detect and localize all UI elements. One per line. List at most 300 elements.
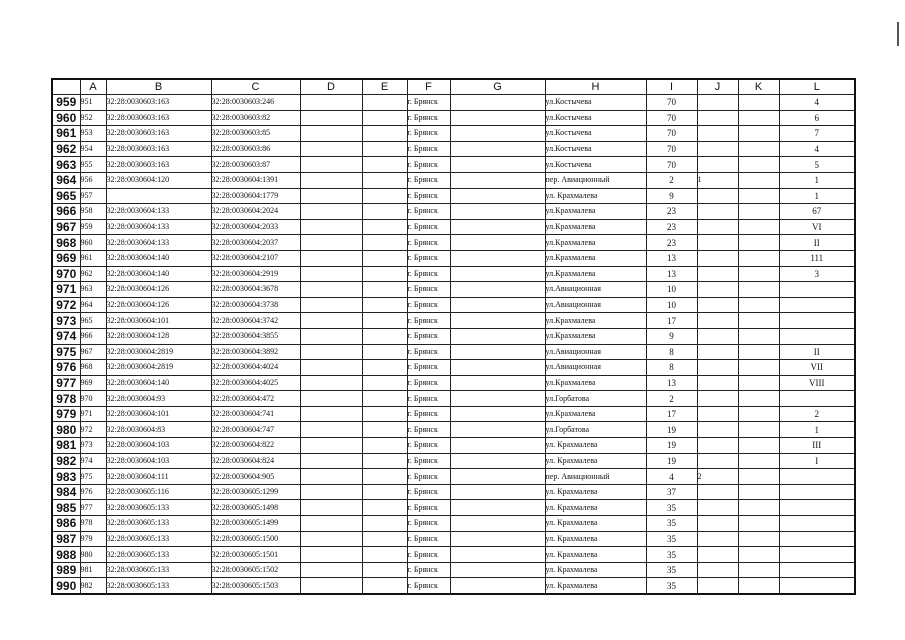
cell-g[interactable] xyxy=(450,110,545,126)
cell-j[interactable] xyxy=(697,110,738,126)
cell-e[interactable] xyxy=(362,110,407,126)
cell-h[interactable]: ул.Костычева xyxy=(545,110,646,126)
cell-k[interactable] xyxy=(738,500,779,516)
cell-l[interactable]: 7 xyxy=(779,126,855,142)
cell-c[interactable]: 32:28:0030605:1299 xyxy=(211,484,300,500)
cell-j[interactable] xyxy=(697,282,738,298)
cell-k[interactable] xyxy=(738,172,779,188)
cell-i[interactable]: 19 xyxy=(646,422,697,438)
cell-l[interactable]: 1 xyxy=(779,172,855,188)
cell-i[interactable]: 23 xyxy=(646,235,697,251)
cell-j[interactable] xyxy=(697,516,738,532)
cell-h[interactable]: пер. Авиационный xyxy=(545,172,646,188)
cell-b[interactable]: 32:28:0030605:133 xyxy=(106,562,211,578)
cell-l[interactable] xyxy=(779,469,855,485)
cell-a[interactable]: 957 xyxy=(80,188,106,204)
cell-c[interactable]: 32:28:0030605:1498 xyxy=(211,500,300,516)
cell-j[interactable] xyxy=(697,578,738,594)
cell-l[interactable] xyxy=(779,391,855,407)
cell-g[interactable] xyxy=(450,516,545,532)
cell-g[interactable] xyxy=(450,531,545,547)
cell-b[interactable]: 32:28:0030603:163 xyxy=(106,95,211,111)
cell-b[interactable]: 32:28:0030604:140 xyxy=(106,375,211,391)
cell-j[interactable] xyxy=(697,453,738,469)
cell-k[interactable] xyxy=(738,250,779,266)
cell-f[interactable]: г. Брянск xyxy=(407,266,450,282)
cell-c[interactable]: 32:28:0030604:1779 xyxy=(211,188,300,204)
cell-b[interactable]: 32:28:0030605:116 xyxy=(106,484,211,500)
cell-k[interactable] xyxy=(738,422,779,438)
cell-e[interactable] xyxy=(362,126,407,142)
cell-k[interactable] xyxy=(738,328,779,344)
cell-i[interactable]: 13 xyxy=(646,250,697,266)
cell-g[interactable] xyxy=(450,547,545,563)
cell-j[interactable] xyxy=(697,344,738,360)
row-number[interactable]: 969 xyxy=(52,250,80,266)
cell-k[interactable] xyxy=(738,375,779,391)
cell-b[interactable]: 32:28:0030604:103 xyxy=(106,453,211,469)
cell-e[interactable] xyxy=(362,188,407,204)
column-header-h[interactable]: H xyxy=(545,79,646,95)
cell-g[interactable] xyxy=(450,204,545,220)
cell-e[interactable] xyxy=(362,500,407,516)
cell-j[interactable] xyxy=(697,297,738,313)
cell-j[interactable] xyxy=(697,531,738,547)
cell-d[interactable] xyxy=(300,453,362,469)
cell-f[interactable]: г. Брянск xyxy=(407,328,450,344)
cell-e[interactable] xyxy=(362,516,407,532)
row-number[interactable]: 975 xyxy=(52,344,80,360)
cell-i[interactable]: 9 xyxy=(646,328,697,344)
cell-j[interactable] xyxy=(697,313,738,329)
cell-g[interactable] xyxy=(450,235,545,251)
cell-d[interactable] xyxy=(300,219,362,235)
cell-a[interactable]: 972 xyxy=(80,422,106,438)
cell-l[interactable]: VI xyxy=(779,219,855,235)
cell-d[interactable] xyxy=(300,172,362,188)
cell-a[interactable]: 962 xyxy=(80,266,106,282)
cell-h[interactable]: ул.Авиационная xyxy=(545,360,646,376)
cell-h[interactable]: ул. Крахмалева xyxy=(545,516,646,532)
cell-i[interactable]: 17 xyxy=(646,313,697,329)
cell-c[interactable]: 32:28:0030605:1503 xyxy=(211,578,300,594)
cell-f[interactable]: г. Брянск xyxy=(407,500,450,516)
cell-c[interactable]: 32:28:0030603:246 xyxy=(211,95,300,111)
cell-b[interactable]: 32:28:0030603:163 xyxy=(106,157,211,173)
cell-e[interactable] xyxy=(362,313,407,329)
cell-a[interactable]: 964 xyxy=(80,297,106,313)
cell-i[interactable]: 19 xyxy=(646,438,697,454)
row-number[interactable]: 960 xyxy=(52,110,80,126)
cell-b[interactable]: 32:28:0030604:111 xyxy=(106,469,211,485)
cell-h[interactable]: ул.Авиационная xyxy=(545,344,646,360)
cell-d[interactable] xyxy=(300,313,362,329)
cell-g[interactable] xyxy=(450,391,545,407)
cell-b[interactable]: 32:28:0030604:2819 xyxy=(106,360,211,376)
cell-j[interactable] xyxy=(697,500,738,516)
column-header-a[interactable]: A xyxy=(80,79,106,95)
column-header-k[interactable]: K xyxy=(738,79,779,95)
cell-j[interactable] xyxy=(697,422,738,438)
cell-a[interactable]: 980 xyxy=(80,547,106,563)
cell-i[interactable]: 13 xyxy=(646,266,697,282)
cell-b[interactable]: 32:28:0030604:83 xyxy=(106,422,211,438)
cell-h[interactable]: ул.Костычева xyxy=(545,95,646,111)
cell-g[interactable] xyxy=(450,453,545,469)
cell-c[interactable]: 32:28:0030604:472 xyxy=(211,391,300,407)
cell-j[interactable]: 1 xyxy=(697,172,738,188)
row-number[interactable]: 979 xyxy=(52,406,80,422)
cell-l[interactable] xyxy=(779,547,855,563)
cell-j[interactable] xyxy=(697,360,738,376)
cell-f[interactable]: г. Брянск xyxy=(407,484,450,500)
cell-f[interactable]: г. Брянск xyxy=(407,375,450,391)
cell-h[interactable]: ул.Крахмалева xyxy=(545,250,646,266)
cell-c[interactable]: 32:28:0030604:2107 xyxy=(211,250,300,266)
cell-d[interactable] xyxy=(300,282,362,298)
cell-h[interactable]: ул.Авиационная xyxy=(545,297,646,313)
row-number[interactable]: 982 xyxy=(52,453,80,469)
cell-k[interactable] xyxy=(738,406,779,422)
cell-d[interactable] xyxy=(300,578,362,594)
cell-l[interactable]: I xyxy=(779,453,855,469)
row-number[interactable]: 973 xyxy=(52,313,80,329)
cell-d[interactable] xyxy=(300,562,362,578)
row-number[interactable]: 989 xyxy=(52,562,80,578)
row-number[interactable]: 963 xyxy=(52,157,80,173)
cell-g[interactable] xyxy=(450,344,545,360)
cell-g[interactable] xyxy=(450,282,545,298)
cell-e[interactable] xyxy=(362,547,407,563)
cell-c[interactable]: 32:28:0030604:2037 xyxy=(211,235,300,251)
cell-f[interactable]: г. Брянск xyxy=(407,95,450,111)
cell-j[interactable] xyxy=(697,391,738,407)
cell-a[interactable]: 960 xyxy=(80,235,106,251)
cell-d[interactable] xyxy=(300,406,362,422)
cell-c[interactable]: 32:28:0030604:741 xyxy=(211,406,300,422)
cell-b[interactable]: 32:28:0030604:2819 xyxy=(106,344,211,360)
cell-e[interactable] xyxy=(362,578,407,594)
row-number[interactable]: 983 xyxy=(52,469,80,485)
cell-k[interactable] xyxy=(738,126,779,142)
cell-d[interactable] xyxy=(300,360,362,376)
row-number[interactable]: 961 xyxy=(52,126,80,142)
row-number[interactable]: 974 xyxy=(52,328,80,344)
row-number[interactable]: 978 xyxy=(52,391,80,407)
cell-i[interactable]: 70 xyxy=(646,95,697,111)
cell-f[interactable]: г. Брянск xyxy=(407,172,450,188)
cell-l[interactable] xyxy=(779,297,855,313)
cell-d[interactable] xyxy=(300,516,362,532)
cell-a[interactable]: 961 xyxy=(80,250,106,266)
cell-b[interactable]: 32:28:0030604:93 xyxy=(106,391,211,407)
cell-i[interactable]: 70 xyxy=(646,141,697,157)
cell-b[interactable]: 32:28:0030604:101 xyxy=(106,313,211,329)
cell-k[interactable] xyxy=(738,157,779,173)
cell-d[interactable] xyxy=(300,297,362,313)
row-number[interactable]: 981 xyxy=(52,438,80,454)
cell-l[interactable] xyxy=(779,282,855,298)
cell-c[interactable]: 32:28:0030604:1391 xyxy=(211,172,300,188)
cell-h[interactable]: ул.Крахмалева xyxy=(545,406,646,422)
cell-b[interactable]: 32:28:0030605:133 xyxy=(106,578,211,594)
cell-a[interactable]: 976 xyxy=(80,484,106,500)
cell-e[interactable] xyxy=(362,266,407,282)
cell-f[interactable]: г. Брянск xyxy=(407,235,450,251)
cell-a[interactable]: 975 xyxy=(80,469,106,485)
cell-k[interactable] xyxy=(738,578,779,594)
cell-l[interactable]: 6 xyxy=(779,110,855,126)
cell-d[interactable] xyxy=(300,141,362,157)
cell-a[interactable]: 953 xyxy=(80,126,106,142)
cell-l[interactable]: 4 xyxy=(779,95,855,111)
cell-b[interactable]: 32:28:0030605:133 xyxy=(106,500,211,516)
row-number[interactable]: 988 xyxy=(52,547,80,563)
cell-h[interactable]: ул. Крахмалева xyxy=(545,438,646,454)
cell-f[interactable]: г. Брянск xyxy=(407,157,450,173)
cell-f[interactable]: г. Брянск xyxy=(407,250,450,266)
column-header-b[interactable]: B xyxy=(106,79,211,95)
cell-k[interactable] xyxy=(738,141,779,157)
cell-g[interactable] xyxy=(450,172,545,188)
cell-f[interactable]: г. Брянск xyxy=(407,141,450,157)
cell-j[interactable] xyxy=(697,562,738,578)
cell-i[interactable]: 2 xyxy=(646,172,697,188)
cell-g[interactable] xyxy=(450,219,545,235)
cell-c[interactable]: 32:28:0030604:4024 xyxy=(211,360,300,376)
cell-l[interactable]: III xyxy=(779,438,855,454)
cell-j[interactable]: 2 xyxy=(697,469,738,485)
cell-l[interactable]: 3 xyxy=(779,266,855,282)
cell-a[interactable]: 973 xyxy=(80,438,106,454)
cell-k[interactable] xyxy=(738,516,779,532)
cell-f[interactable]: г. Брянск xyxy=(407,391,450,407)
cell-b[interactable]: 32:28:0030604:101 xyxy=(106,406,211,422)
cell-a[interactable]: 981 xyxy=(80,562,106,578)
cell-f[interactable]: г. Брянск xyxy=(407,313,450,329)
cell-e[interactable] xyxy=(362,484,407,500)
cell-f[interactable]: г. Брянск xyxy=(407,110,450,126)
cell-c[interactable]: 32:28:0030604:2033 xyxy=(211,219,300,235)
cell-e[interactable] xyxy=(362,469,407,485)
cell-g[interactable] xyxy=(450,313,545,329)
cell-e[interactable] xyxy=(362,531,407,547)
cell-f[interactable]: г. Брянск xyxy=(407,406,450,422)
cell-k[interactable] xyxy=(738,438,779,454)
cell-h[interactable]: ул.Крахмалева xyxy=(545,375,646,391)
cell-h[interactable]: ул. Крахмалева xyxy=(545,562,646,578)
cell-h[interactable]: ул.Крахмалева xyxy=(545,328,646,344)
cell-h[interactable]: ул.Костычева xyxy=(545,157,646,173)
cell-k[interactable] xyxy=(738,453,779,469)
cell-k[interactable] xyxy=(738,391,779,407)
cell-b[interactable]: 32:28:0030604:128 xyxy=(106,328,211,344)
cell-j[interactable] xyxy=(697,406,738,422)
cell-l[interactable]: 1 xyxy=(779,188,855,204)
cell-c[interactable]: 32:28:0030604:2024 xyxy=(211,204,300,220)
cell-h[interactable]: ул. Крахмалева xyxy=(545,500,646,516)
column-header-f[interactable]: F xyxy=(407,79,450,95)
cell-j[interactable] xyxy=(697,188,738,204)
cell-g[interactable] xyxy=(450,562,545,578)
cell-j[interactable] xyxy=(697,438,738,454)
cell-j[interactable] xyxy=(697,204,738,220)
cell-b[interactable]: 32:28:0030603:163 xyxy=(106,126,211,142)
cell-a[interactable]: 954 xyxy=(80,141,106,157)
column-header-g[interactable]: G xyxy=(450,79,545,95)
cell-g[interactable] xyxy=(450,484,545,500)
cell-d[interactable] xyxy=(300,344,362,360)
cell-k[interactable] xyxy=(738,266,779,282)
cell-c[interactable]: 32:28:0030603:87 xyxy=(211,157,300,173)
row-number[interactable]: 959 xyxy=(52,95,80,111)
cell-h[interactable]: ул.Крахмалева xyxy=(545,204,646,220)
cell-h[interactable]: ул. Крахмалева xyxy=(545,547,646,563)
cell-e[interactable] xyxy=(362,453,407,469)
cell-d[interactable] xyxy=(300,531,362,547)
row-number[interactable]: 966 xyxy=(52,204,80,220)
cell-e[interactable] xyxy=(362,235,407,251)
cell-a[interactable]: 963 xyxy=(80,282,106,298)
cell-c[interactable]: 32:28:0030604:3678 xyxy=(211,282,300,298)
cell-l[interactable] xyxy=(779,328,855,344)
cell-l[interactable] xyxy=(779,484,855,500)
cell-a[interactable]: 951 xyxy=(80,95,106,111)
cell-c[interactable]: 32:28:0030603:86 xyxy=(211,141,300,157)
cell-h[interactable]: ул.Крахмалева xyxy=(545,235,646,251)
cell-b[interactable]: 32:28:0030605:133 xyxy=(106,531,211,547)
cell-f[interactable]: г. Брянск xyxy=(407,344,450,360)
cell-b[interactable]: 32:28:0030604:126 xyxy=(106,282,211,298)
cell-d[interactable] xyxy=(300,484,362,500)
cell-d[interactable] xyxy=(300,157,362,173)
cell-d[interactable] xyxy=(300,95,362,111)
cell-f[interactable]: г. Брянск xyxy=(407,469,450,485)
cell-e[interactable] xyxy=(362,141,407,157)
cell-d[interactable] xyxy=(300,266,362,282)
cell-k[interactable] xyxy=(738,219,779,235)
cell-c[interactable]: 32:28:0030603:82 xyxy=(211,110,300,126)
cell-g[interactable] xyxy=(450,469,545,485)
cell-d[interactable] xyxy=(300,547,362,563)
cell-g[interactable] xyxy=(450,406,545,422)
cell-k[interactable] xyxy=(738,360,779,376)
cell-j[interactable] xyxy=(697,375,738,391)
cell-i[interactable]: 13 xyxy=(646,375,697,391)
cell-d[interactable] xyxy=(300,250,362,266)
cell-j[interactable] xyxy=(697,95,738,111)
cell-g[interactable] xyxy=(450,141,545,157)
cell-k[interactable] xyxy=(738,484,779,500)
cell-e[interactable] xyxy=(362,406,407,422)
cell-j[interactable] xyxy=(697,141,738,157)
cell-l[interactable]: 1 xyxy=(779,422,855,438)
cell-f[interactable]: г. Брянск xyxy=(407,516,450,532)
cell-i[interactable]: 4 xyxy=(646,469,697,485)
cell-b[interactable]: 32:28:0030604:126 xyxy=(106,297,211,313)
cell-f[interactable]: г. Брянск xyxy=(407,438,450,454)
cell-e[interactable] xyxy=(362,422,407,438)
row-number[interactable]: 970 xyxy=(52,266,80,282)
cell-e[interactable] xyxy=(362,562,407,578)
cell-a[interactable]: 979 xyxy=(80,531,106,547)
row-number[interactable]: 987 xyxy=(52,531,80,547)
cell-a[interactable]: 966 xyxy=(80,328,106,344)
cell-l[interactable]: 5 xyxy=(779,157,855,173)
cell-g[interactable] xyxy=(450,360,545,376)
row-number[interactable]: 968 xyxy=(52,235,80,251)
cell-e[interactable] xyxy=(362,282,407,298)
cell-g[interactable] xyxy=(450,328,545,344)
cell-l[interactable] xyxy=(779,500,855,516)
cell-j[interactable] xyxy=(697,157,738,173)
cell-j[interactable] xyxy=(697,126,738,142)
cell-a[interactable]: 969 xyxy=(80,375,106,391)
column-header-c[interactable]: C xyxy=(211,79,300,95)
cell-i[interactable]: 35 xyxy=(646,516,697,532)
cell-a[interactable]: 977 xyxy=(80,500,106,516)
cell-h[interactable]: ул.Горбатова xyxy=(545,391,646,407)
cell-i[interactable]: 23 xyxy=(646,204,697,220)
cell-d[interactable] xyxy=(300,469,362,485)
cell-g[interactable] xyxy=(450,578,545,594)
cell-h[interactable]: ул.Авиационная xyxy=(545,282,646,298)
column-header-l[interactable]: L xyxy=(779,79,855,95)
cell-k[interactable] xyxy=(738,344,779,360)
cell-d[interactable] xyxy=(300,328,362,344)
cell-h[interactable]: ул. Крахмалева xyxy=(545,453,646,469)
row-number[interactable]: 986 xyxy=(52,516,80,532)
cell-h[interactable]: пер. Авиационный xyxy=(545,469,646,485)
cell-h[interactable]: ул. Крахмалева xyxy=(545,484,646,500)
cell-h[interactable]: ул. Крахмалева xyxy=(545,188,646,204)
cell-k[interactable] xyxy=(738,297,779,313)
cell-g[interactable] xyxy=(450,250,545,266)
cell-d[interactable] xyxy=(300,235,362,251)
cell-c[interactable]: 32:28:0030604:3742 xyxy=(211,313,300,329)
cell-b[interactable]: 32:28:0030604:140 xyxy=(106,250,211,266)
row-number[interactable]: 984 xyxy=(52,484,80,500)
column-header-e[interactable]: E xyxy=(362,79,407,95)
cell-i[interactable]: 9 xyxy=(646,188,697,204)
cell-l[interactable] xyxy=(779,531,855,547)
cell-h[interactable]: ул.Крахмалева xyxy=(545,266,646,282)
cell-h[interactable]: ул. Крахмалева xyxy=(545,578,646,594)
cell-c[interactable]: 32:28:0030604:4025 xyxy=(211,375,300,391)
cell-a[interactable]: 967 xyxy=(80,344,106,360)
cell-b[interactable]: 32:28:0030603:163 xyxy=(106,141,211,157)
cell-e[interactable] xyxy=(362,95,407,111)
cell-k[interactable] xyxy=(738,95,779,111)
cell-h[interactable]: ул.Крахмалева xyxy=(545,313,646,329)
cell-e[interactable] xyxy=(362,219,407,235)
column-header-i[interactable]: I xyxy=(646,79,697,95)
cell-d[interactable] xyxy=(300,375,362,391)
row-number[interactable]: 976 xyxy=(52,360,80,376)
cell-i[interactable]: 70 xyxy=(646,157,697,173)
cell-k[interactable] xyxy=(738,313,779,329)
cell-a[interactable]: 952 xyxy=(80,110,106,126)
cell-e[interactable] xyxy=(362,438,407,454)
cell-c[interactable]: 32:28:0030604:822 xyxy=(211,438,300,454)
cell-g[interactable] xyxy=(450,297,545,313)
cell-c[interactable]: 32:28:0030604:905 xyxy=(211,469,300,485)
cell-h[interactable]: ул. Крахмалева xyxy=(545,531,646,547)
cell-l[interactable]: II xyxy=(779,344,855,360)
cell-b[interactable]: 32:28:0030604:103 xyxy=(106,438,211,454)
cell-a[interactable]: 959 xyxy=(80,219,106,235)
cell-e[interactable] xyxy=(362,328,407,344)
